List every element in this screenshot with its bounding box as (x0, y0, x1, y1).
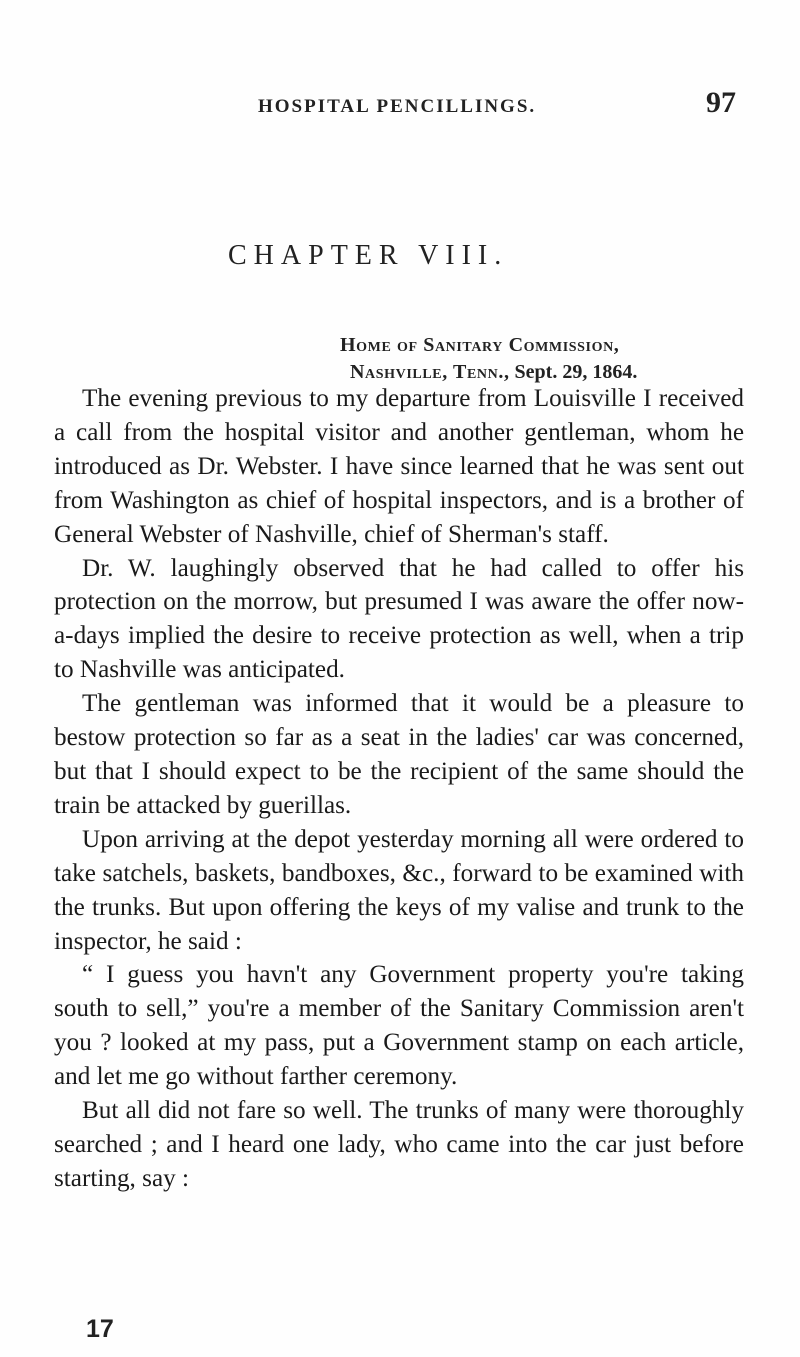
paragraph: But all did not fare so well. The trunks of many were thoroughly searched ; and I heard one lady, who came into the car just before starting, say : (54, 1097, 744, 1192)
dateline (340, 332, 760, 386)
signature-mark: 17 (86, 1315, 114, 1343)
dateline-location: Home of Sanitary Commission, (340, 334, 620, 356)
dateline-date: Sept. 29, 1864. (514, 361, 638, 383)
running-head (258, 92, 658, 118)
dateline-place: Nashville, Tenn., (350, 361, 510, 383)
paragraph: The gentleman was informed that it would be a pleasure to bestow protection so far as a seat in the ladies' car was concerned, but that I should expect to be the recipient of the same should the train be attacked by guerillas. (54, 690, 744, 819)
paragraph: The evening previous to my departure from Louisville I received a call from the hospital visitor and another gentleman, whom he introduced as Dr. Webster. I have since learned that he was sent out from Washington as chief of hospital inspectors, and is a brother of General Webster of Nashville, chief of Sherman's staff. (54, 385, 744, 548)
paragraph: “ I guess you havn't any Government property you're taking south to sell,” you're a member of the Sanitary Commission aren't you ? looked at my pass, put a Government stamp on each article, and let me go without farther ceremony. (54, 961, 744, 1091)
body-text (54, 382, 744, 1196)
page-number: 97 (706, 86, 736, 119)
chapter-title: CHAPTER VIII. (228, 240, 509, 271)
paragraph: Upon arriving at the depot yesterday morning all were ordered to take satchels, baskets, bandboxes, &c., forward to be examined with the trunks. But upon offering the keys of my valise and trunk to the inspector, he said : (54, 825, 744, 955)
running-title: HOSPITAL PENCILLINGS. (258, 96, 537, 117)
paragraph: Dr. W. laughingly observed that he had called to offer his protection on the morrow, but presumed I was aware the offer now-a-days implied the desire to receive protection as well, when a trip to Nashville was anticipated. (54, 554, 744, 684)
